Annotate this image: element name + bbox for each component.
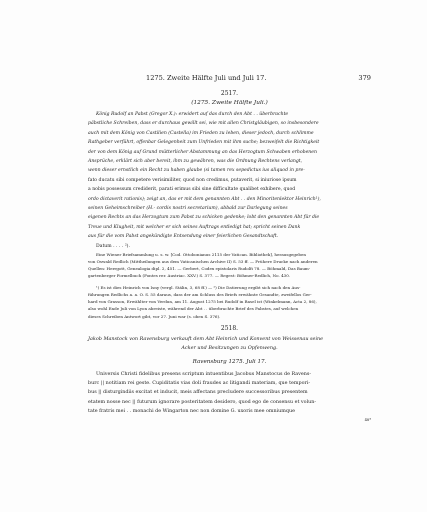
charter-line: bus || disturgindiis excitat et inducit, meis affectans precludere successoribus presentem bbox=[88, 389, 308, 396]
heading-line: Acker und Besitzungen zu Opfenweng. bbox=[181, 345, 278, 351]
footnote-line: führungen Redlichs a. a. O. S. 55 daraus, dass der am Schluss des Briefs erwähnte Gesandte, zweifellos Ger- bbox=[88, 292, 312, 298]
summary-line: seinen Geheimschreiber (H.- cordis nostri secretarium), abbald zur Darlegung seines bbox=[88, 206, 288, 212]
document-2518-heading bbox=[88, 335, 371, 353]
source-note-line: von Oswald Redlich (Mittheilungen aus dem Vaticanischen Archive II) S. 53 ff. — Frühere Drucke nach anderen bbox=[88, 259, 318, 265]
heading-line: Jakob Manstock von Ravensburg verkauft dem Abt Heinrich und Konvent von Weissenau seine bbox=[88, 336, 324, 342]
summary-line: päbstliche Schreiben, dass er durchaus gewillt sei, wie mit allen Christgläubigen, so insbesondere bbox=[88, 121, 319, 127]
document-2518-place-date: Ravensburg 1275. Juli 17. bbox=[192, 359, 267, 365]
footnote-line: hard von Grasson, Erwählter von Verdun, am 11. August 1275 bei Rudolf in Basel ist (Winkelmann, Acta 2, 86), bbox=[88, 299, 317, 305]
summary-line: aus für die vom Pabst angekündigte Entsendung einer feierlichen Gesandtschaft. bbox=[88, 234, 279, 240]
footnote-line: also wohl Ende Juli von Lyon abreiste, während der Abt . . überbrachte Brief des Pabstes, auf welchen bbox=[88, 306, 299, 312]
signature-mark-row bbox=[88, 418, 371, 424]
document-number-2518: 2518. bbox=[220, 325, 239, 332]
document-2517-heading: (1275. Zweite Hälfte Juli.) bbox=[191, 100, 268, 106]
charter-line: burc || notitiam rei geste. Cupiditatis vias doli fraudes ac litigandi materiam, que tempori- bbox=[88, 380, 310, 387]
source-notes bbox=[88, 251, 371, 280]
footnote-line: ¹) Es ist dies Heinrich von Isny (vergl. Stälin, 3, 68 ff.) — ²) Die Datierung ergibt sich nach den Aus- bbox=[96, 285, 301, 290]
running-header bbox=[88, 74, 371, 86]
footnotes bbox=[88, 284, 371, 320]
charter-line: Universis Christi fidelibus presens scriptum intuentibus Jacobus Manstocus de Ravens- bbox=[96, 371, 311, 377]
summary-line: Treue und Klugheit, mit welcher er sich seines Auftrags entledigt hat; spricht seinen Dank bbox=[88, 224, 301, 230]
summary-line: auch mit dem König von Castilien (Castella) im Frieden zu leben, dieser jedoch, durch schlimme bbox=[88, 130, 314, 136]
footnote-line: dieses Schreiben Antwort gibt, vor 27. Juni war (s. oben S. 376). bbox=[88, 313, 221, 319]
summary-line: König Rudolf an Pabst (Gregor X.): erwidert auf das durch den Abt . . überbrachte bbox=[96, 112, 289, 117]
summary-line: ordo dictaverit rationis); zeigt an, das er mit dem genannten Abt . . den Minoritenlektor Heinrich¹), bbox=[88, 196, 321, 202]
summary-line: Ansprüche, erklärt sich aber bereit, ihm zu gewähren, was die Ordnung Rechtens verlangt, bbox=[88, 159, 303, 165]
page-number: 379 bbox=[358, 74, 371, 82]
source-note-line: Eine Wiener Briefsammlung u. s. w. [Cod. Ottobonianus 2115 der Vatican. Bibliothek], herausgegeben bbox=[96, 252, 307, 257]
document-2517-summary bbox=[88, 110, 371, 251]
datum-line: Datum . . . . ²). bbox=[96, 243, 130, 249]
summary-line: Rathgeber verführt, offenbar Gelegenheit zum Unfrieden mit ihm suche; bezweifelt die Richtigkeit bbox=[88, 140, 320, 146]
summary-line: wenn dieser ernstlich ein Recht zu haben glaube (si tamen rex sepedictus ius aliquod in pre- bbox=[88, 168, 305, 174]
charter-line: etatem nosse nec || futurum ignorare posteritatem desidero, quod ego de consensu et volun- bbox=[88, 398, 317, 405]
running-header-title: 1275. Zweite Hälfte Juli und Juli 17. bbox=[146, 74, 267, 82]
summary-line: eigenen Rechts an das Herzogtum zum Pabst zu schicken gedenke; lobt den genannten Abt für die bbox=[88, 215, 320, 221]
document-number-2517: 2517. bbox=[220, 90, 239, 97]
source-note-line: gartenberger Formelbuch (Fontes rer. Austriac. XXV.) S. 377. — Regest: Böhmer-Redlich, No. 430. bbox=[88, 273, 291, 279]
source-note-line: Quellen: Herrgott, Genealogia dipl. 2, 451. — Gerbert, Codex epistolaris Rudolfi 78. — Böhmald, Das Baum- bbox=[88, 266, 311, 272]
document-2518-text bbox=[88, 370, 371, 416]
charter-line: tate fratris mei . . monachi de Wingarton nec non domine G. uxoris mee omniumque bbox=[88, 407, 295, 414]
summary-line: der von dem König auf Grund mütterlicher Abstammung an das Herzogtum Schwaben erhobenen bbox=[88, 149, 317, 155]
summary-line: fato ducatu sibi competere verisimiliter, quod non credimus, putaverit, si iniuriose ipsum bbox=[88, 177, 297, 183]
summary-line: a nobis possessum crediderit, parati erimus sibi sine difficultate qualibet exhibere, quod bbox=[88, 187, 296, 193]
signature-mark: 48* bbox=[364, 418, 371, 422]
